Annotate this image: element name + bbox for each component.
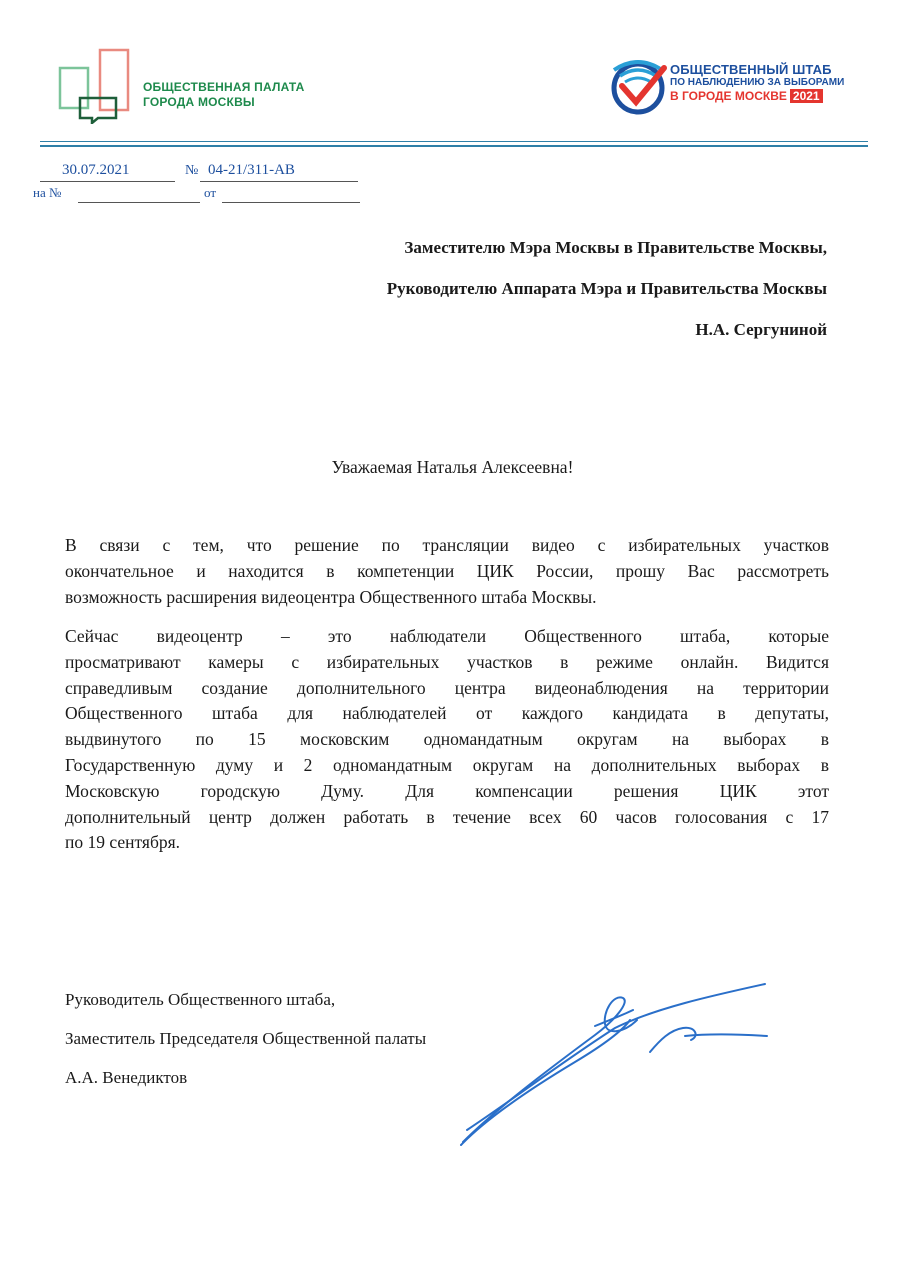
left-org-line2: ГОРОДА МОСКВЫ xyxy=(143,95,255,109)
right-org-line2: ПО НАБЛЮДЕНИЮ ЗА ВЫБОРАМИ xyxy=(670,77,845,88)
number-underline xyxy=(200,180,358,182)
body-line: по 19 сентября. xyxy=(65,832,181,853)
handwritten-signature-icon xyxy=(455,980,775,1150)
year-badge: 2021 xyxy=(790,89,823,103)
reference-underline xyxy=(78,201,200,203)
header-rule-bottom xyxy=(40,145,868,147)
reference-label: на № xyxy=(33,185,62,200)
outgoing-date: 30.07.2021 xyxy=(62,162,130,178)
right-org-line1: ОБЩЕСТВЕННЫЙ ШТАБ xyxy=(670,62,832,77)
body-line: Сейчас видеоцентр – это наблюдатели Общественного штаба, которые xyxy=(65,626,829,646)
body-line: окончательное и находится в компетенции ЦИК России, прошу Вас рассмотреть xyxy=(65,560,829,581)
number-label: № xyxy=(185,163,199,178)
body-line: Общественного штаба для наблюдателей от каждого кандидата в депутаты, xyxy=(65,703,829,724)
signatory-name: А.А. Венедиктов xyxy=(65,1068,188,1087)
body-paragraph-2 xyxy=(65,624,829,856)
signatory-title-2: Заместитель Председателя Общественной палаты xyxy=(65,1029,427,1048)
outgoing-number: 04-21/311-АВ xyxy=(208,162,295,178)
right-org-name xyxy=(670,63,844,103)
header-rule-top xyxy=(40,141,868,142)
public-chamber-logo-icon xyxy=(58,48,130,124)
body-line: возможность расширения видеоцентра Общественного штаба Москвы. xyxy=(65,586,597,607)
from-underline xyxy=(222,201,360,203)
left-org-line1: ОБЩЕСТВЕННАЯ ПАЛАТА xyxy=(143,80,305,94)
body-paragraph-1 xyxy=(65,533,829,610)
addressee-line2: Руководителю Аппарата Мэра и Правительства Москвы xyxy=(386,279,827,298)
body-line: дополнительный центр должен работать в течение всех 60 часов голосования с 17 xyxy=(65,806,829,827)
right-org-line3: В ГОРОДЕ МОСКВЕ xyxy=(670,89,787,103)
body-line: просматривают камеры с избирательных участков в режиме онлайн. Видится xyxy=(65,651,829,672)
body-line: Московскую городскую Думу. Для компенсации решения ЦИК этот xyxy=(65,780,829,801)
body-line: справедливым создание дополнительного центра видеонаблюдения на территории xyxy=(65,677,829,698)
addressee-line1: Заместителю Мэра Москвы в Правительстве Москвы, xyxy=(404,238,827,257)
from-label: от xyxy=(204,185,217,200)
election-watch-logo-icon xyxy=(608,56,668,116)
salutation: Уважаемая Наталья Алексеевна! xyxy=(331,457,574,477)
left-org-name xyxy=(143,80,304,110)
addressee-name: Н.А. Сергуниной xyxy=(695,320,827,339)
date-underline xyxy=(40,180,175,182)
body-line: выдвинутого по 15 московским одномандатным округам на выборах в xyxy=(65,729,829,750)
body-line: Государственную думу и 2 одномандатным округам на дополнительных выборах в xyxy=(65,754,829,775)
signatory-title-1: Руководитель Общественного штаба, xyxy=(65,990,336,1009)
body-line: В связи с тем, что решение по трансляции видео с избирательных участков xyxy=(65,535,829,555)
